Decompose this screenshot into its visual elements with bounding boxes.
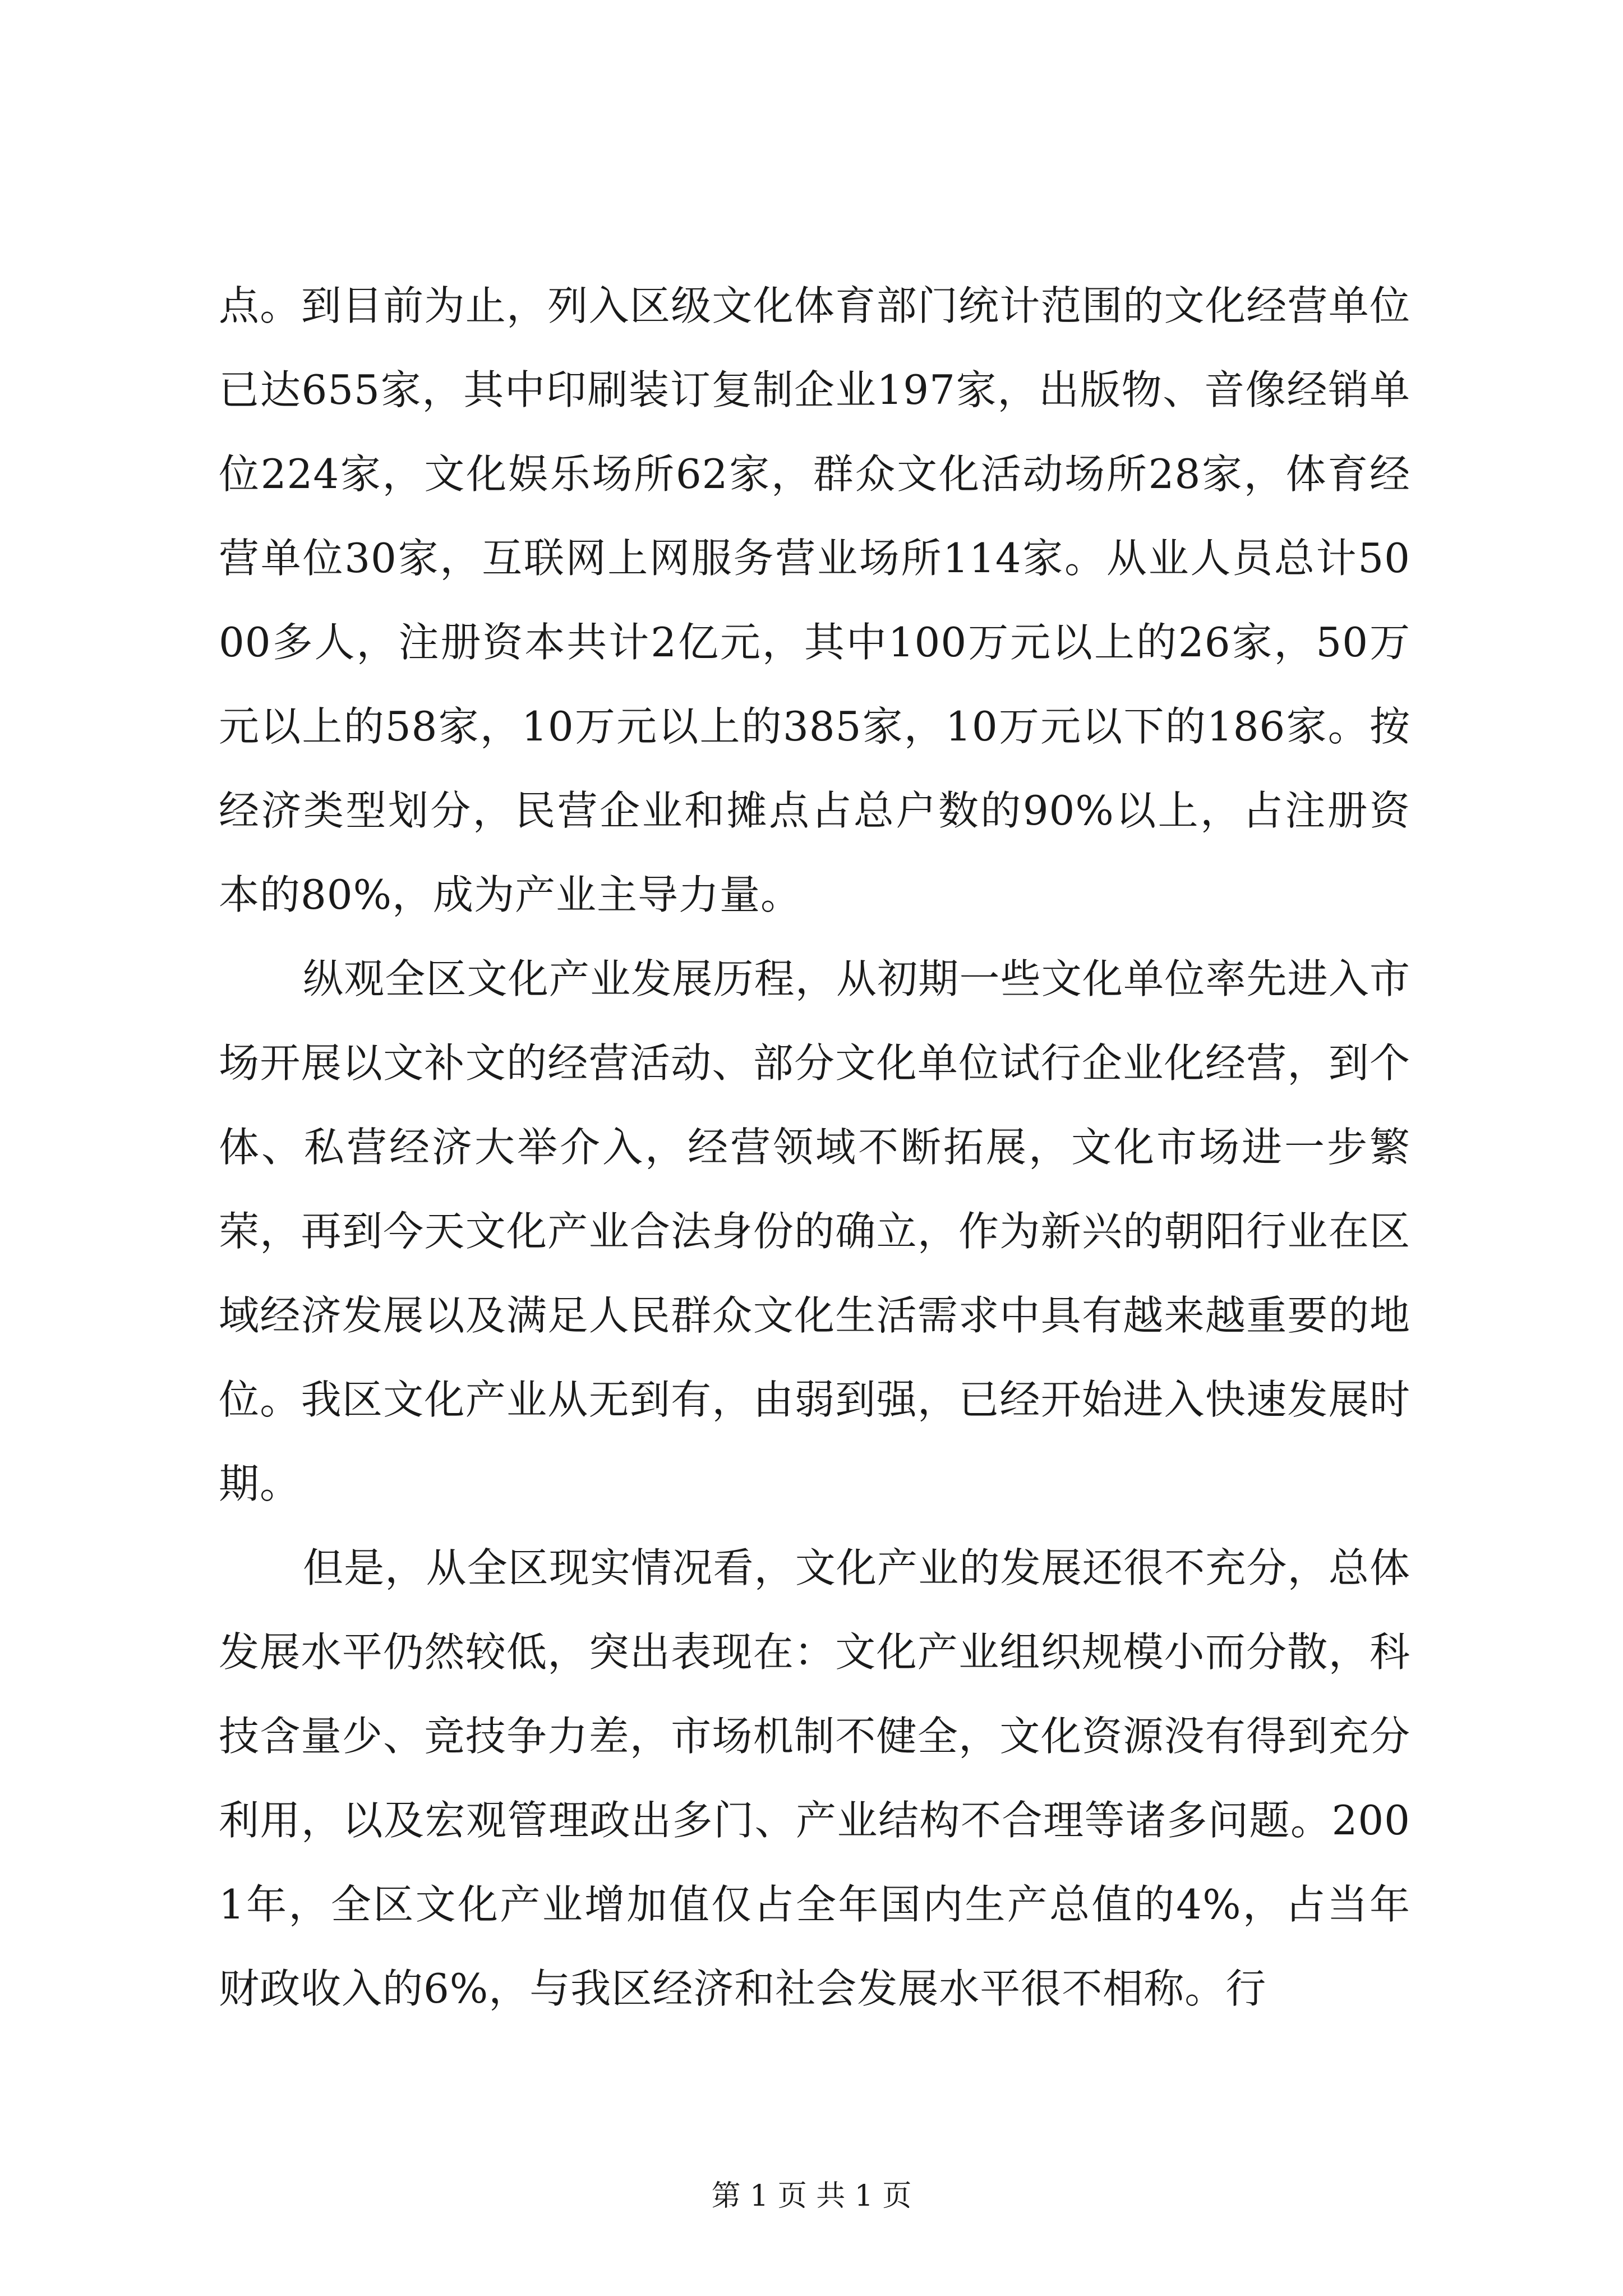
page-footer: 第 1 页 共 1 页 <box>711 2179 912 2213</box>
paragraph-industry-history: 纵观全区文化产业发展历程，从初期一些文化单位率先进入市场开展以文补文的经营活动、部分文化单位试行企业化经营，到个体、私营经济大举介入，经营领域不断拓展，文化市场进一步繁荣，再到今天文化产业合法身份的确立，作为新兴的朝阳行业在区域经济发展以及满足人民群众文化生活需求中具有越来越重要的地位。我区文化产业从无到有，由弱到强，已经开始进入快速发展时期。 <box>219 955 1410 1507</box>
document-body <box>219 264 1410 2031</box>
paragraph-continued: 点。到目前为止，列入区级文化体育部门统计范围的文化经营单位已达655家，其中印刷装订复制企业197家，出版物、音像经销单位224家，文化娱乐场所62家，群众文化活动场所28家，体育经营单位30家，互联网上网服务营业场所114家。从业人员总计5000多人，注册资本共计2亿元，其中100万元以上的26家，50万元以上的58家，10万元以上的385家，10万元以下的186家。按经济类型划分，民营企业和摊点占总户数的90%以上，占注册资本的80%，成为产业主导力量。 <box>219 282 1410 918</box>
paragraph-problems: 但是，从全区现实情况看，文化产业的发展还很不充分，总体发展水平仍然较低，突出表现在：文化产业组织规模小而分散，科技含量少、竞技争力差，市场机制不健全，文化资源没有得到充分利用，以及宏观管理政出多门、产业结构不合理等诸多问题。2001年，全区文化产业增加值仅占全年国内生产总值的4%，占当年财政收入的6%，与我区经济和社会发展水平很不相称。行 <box>219 1544 1410 2012</box>
